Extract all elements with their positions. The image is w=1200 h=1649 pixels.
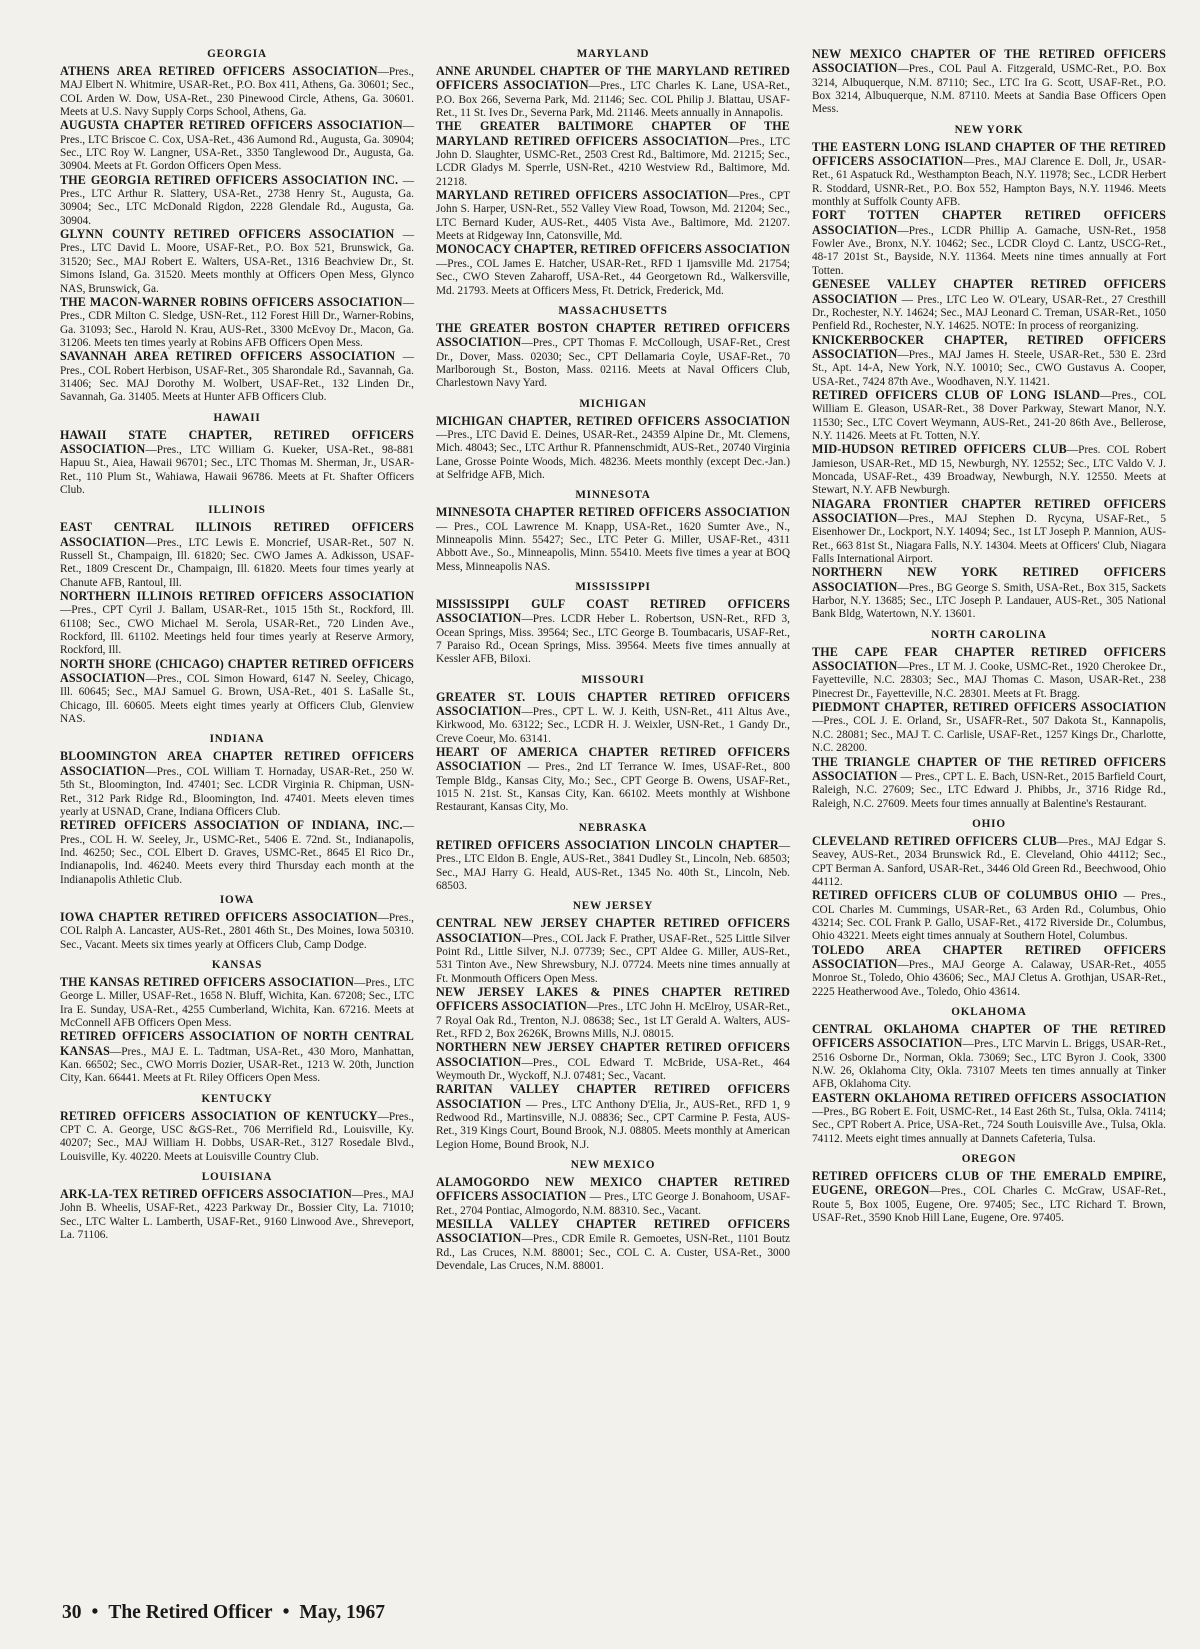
chapter-entry — [436, 746, 790, 815]
chapter-entry — [60, 228, 414, 296]
chapter-details: —Pres., CPT Cyril J. Ballam, USAR-Ret., 1015 15th St., Rockford, Ill. 61108; Sec., CWO Michael M. Serola, USAR-Ret., 720 Linden Ave., Rockford, Ill. 61102. Meetings held four times yearly at Reserve Armory, Rockford, Ill. — [60, 604, 414, 657]
state-heading: NEW JERSEY — [572, 900, 654, 913]
chapter-entry — [436, 691, 790, 746]
state-heading: INDIANA — [209, 733, 265, 746]
chapter-name: NIAGARA FRONTIER CHAPTER RETIRED OFFICERS ASSOCIATION — [812, 496, 1166, 525]
footer-separator: • — [91, 1602, 99, 1623]
chapter-name: MONOCACY CHAPTER, RETIRED OFFICERS ASSOCIATION — [436, 242, 790, 257]
chapter-name: NORTHERN ILLINOIS RETIRED OFFICERS ASSOCIATION — [60, 589, 414, 604]
chapter-name: RETIRED OFFICERS ASSOCIATION OF KENTUCKY — [60, 1108, 378, 1123]
chapter-details: — Pres., 2nd LT Terrance W. Imes, USAF-Ret., 800 Temple Bldg., Kansas City, Mo.; Sec., CPT George B. Owens, USAF-Ret., 1015 N. 21st. St., Kansas City, Kan. 66102. Meets monthly at Wishbone Restaurant, Kansas City, Mo. — [436, 761, 790, 814]
chapter-entry — [436, 1218, 790, 1273]
chapter-details: —Pres., LTC Marvin L. Briggs, USAR-Ret., 2516 Osborne Dr., Norman, Okla. 73069; Sec., LTC Byron J. Cook, 3300 N.W. 26, Oklahoma City, Okla. 73107 Meets ten times annually at Tinker AFB, Oklahoma City. — [812, 1038, 1166, 1091]
chapter-details: —Pres., LTC Eldon B. Engle, AUS-Ret., 3841 Dudley St., Lincoln, Neb. 68503; Sec., MAJ Harry G. Heald, AUS-Ret., 1345 No. 40th St., Lincoln, Neb. 68503. — [436, 839, 790, 892]
chapter-details: — Pres., LTC George J. Bonahoom, USAF-Ret., 2704 Pontiac, Almogordo, N.M. 88310. Sec., Vacant. — [436, 1191, 790, 1217]
chapter-entry — [812, 1023, 1166, 1092]
chapter-name: GREATER ST. LOUIS CHAPTER RETIRED OFFICERS ASSOCIATION — [436, 689, 790, 719]
state-heading: NORTH CAROLINA — [931, 628, 1047, 641]
chapter-details: —Pres., LT M. J. Cooke, USMC-Ret., 1920 Cherokee Dr., Fayetteville, N.C. 28303; Sec., MAJ Thomas C. Mason, USAR-Ret., 238 Pinecrest Dr., Fayetteville, N.C. 28301. Meets at Ft. Bragg. — [812, 661, 1166, 700]
chapter-details: —Pres., COL Paul A. Fitzgerald, USMC-Ret., P.O. Box 3214, Albuquerque, N.M. 87110; Sec., LTC Ira G. Scott, USAF-Ret., P.O. Box 3214, Albuquerque, N.M. 87110. Meets at Sandia Base Officers Open Mess. — [812, 63, 1166, 116]
chapter-entry — [812, 498, 1166, 567]
chapter-name: CLEVELAND RETIRED OFFICERS CLUB — [812, 833, 1057, 848]
chapter-name: RETIRED OFFICERS ASSOCIATION LINCOLN CHAPTER — [436, 837, 779, 852]
chapter-details: —Pres., BG Robert E. Foit, USMC-Ret., 14 East 26th St., Tulsa, Okla. 74114; Sec., CPT Robert A. Price, USA-Ret., 724 South Louisville Ave., Tulsa, Okla. 74112. Meets eight times annually at Dannets Cafeteria, Tulsa. — [812, 1106, 1166, 1145]
chapter-name: THE GREATER BOSTON CHAPTER RETIRED OFFICERS ASSOCIATION — [436, 320, 790, 350]
chapter-details: —Pres., CPT Thomas F. McCollough, USAF-Ret., Crest Dr., Dover, Mass. 02030; Sec., CPT Dellamaria Coyle, USAF-Ret., 70 Marlborough St., Boston, Mass. 02116. Meets at Naval Officers Club, Charlestown Navy Yard. — [436, 337, 790, 390]
chapter-entry — [60, 658, 414, 727]
chapter-name: AUGUSTA CHAPTER RETIRED OFFICERS ASSOCIATION — [60, 118, 403, 133]
chapter-name: NORTH SHORE (CHICAGO) CHAPTER RETIRED OFFICERS ASSOCIATION — [60, 656, 414, 686]
chapter-details: —Pres., LCDR Phillip A. Gamache, USN-Ret., 1958 Fowler Ave., Bronx, N.Y. 10462; Sec., LCDR Cloyd C. Lantz, USCG-Ret., 48-17 201st St., Bayside, N.Y. 11364. Meets nine times annually at Fort Totten. — [812, 224, 1166, 277]
chapter-name: THE GREATER BALTIMORE CHAPTER OF THE MARYLAND RETIRED OFFICERS ASSOCIATION — [436, 119, 790, 148]
chapter-entry — [60, 1110, 414, 1164]
chapter-details: —Pres., MAJ Edgar S. Seavey, AUS-Ret., 2034 Brunswick Rd., E. Cleveland, Ohio 44112; Sec., CPT Berman A. Sanford, USAR-Ret., 3446 Old Green Rd., Beechwood, Ohio 44112. — [812, 835, 1166, 888]
chapter-entry — [436, 189, 790, 243]
chapter-entry — [812, 701, 1166, 755]
state-heading: KANSAS — [211, 958, 263, 971]
chapter-details: — Pres., LTC David L. Moore, USAF-Ret., P.O. Box 521, Brunswick, Ga. 31520; Sec., MAJ Robert E. Walters, USA-Ret., 1316 Beachview Dr., St. Simons Island, Ga. 31520. Meets monthly at Officers Open Mess, Glynco NAS, Brunswick, Ga. — [60, 229, 414, 295]
directory-columns — [60, 48, 1170, 1273]
state-heading: MICHIGAN — [579, 397, 647, 410]
page-footer — [62, 1602, 385, 1624]
chapter-entry — [812, 566, 1166, 621]
chapter-name: ALAMOGORDO NEW MEXICO CHAPTER RETIRED OFFICERS ASSOCIATION — [436, 1175, 790, 1204]
chapter-details: —Pres., COL James E. Hatcher, USAR-Ret., RFD 1 Ijamsville Md. 21754; Sec., CWO Steven Zaharoff, USA-Ret., 44 Georgetown Rd., Walkersville, Md. 21793. Meets at Officers Mess, Ft. Detrick, Frederick, Md. — [436, 257, 790, 297]
chapter-entry — [60, 429, 414, 498]
chapter-name: TOLEDO AREA CHAPTER RETIRED OFFICERS ASSOCIATION — [812, 942, 1166, 971]
state-heading: OKLAHOMA — [951, 1006, 1027, 1018]
chapter-entry — [812, 646, 1166, 701]
state-heading: MINNESOTA — [575, 489, 651, 502]
state-heading: NEBRASKA — [578, 821, 648, 834]
chapter-name: THE KANSAS RETIRED OFFICERS ASSOCIATION — [60, 974, 354, 989]
chapter-name: THE TRIANGLE CHAPTER OF THE RETIRED OFFICERS ASSOCIATION — [812, 754, 1166, 783]
chapter-details: —Pres., LTC William G. Kueker, USA-Ret., 98-881 Hapuu St., Aiea, Hawaii 96701; Sec., LTC Thomas M. Sherman, Jr., USAR-Ret., 110 Plum St., Wahiawa, Hawaii 96786. Meets at Ft. Shafter Officers Club. — [60, 443, 414, 496]
chapter-details: —Pres., MAJ Clarence E. Doll, Jr., USAR-Ret., 61 Aspatuck Rd., Westhampton Beach, N.Y. 11978; Sec., LCDR Herbert R. Stoddard, USNR-Ret., P.O. Box 552, Hampton Bays, N.Y. 11946. Meets monthly at Suffolk County AFB. — [812, 156, 1166, 209]
state-heading: KENTUCKY — [201, 1092, 273, 1105]
chapter-entry — [60, 296, 414, 350]
chapter-name: MESILLA VALLEY CHAPTER RETIRED OFFICERS ASSOCIATION — [436, 1217, 790, 1246]
chapter-entry — [436, 1041, 790, 1083]
chapter-name: FORT TOTTEN CHAPTER RETIRED OFFICERS ASSOCIATION — [812, 208, 1166, 237]
chapter-details: —Pres., COL William E. Gleason, USAR-Ret., 38 Dover Parkway, Stewart Manor, N.Y. 11530; Sec., LTC Covert Weymann, AUS-Ret., 241-20 86th Ave., Bellerose, N.Y. 11426. Meets at Ft. Totten, N.Y. — [812, 389, 1166, 442]
chapter-entry — [60, 976, 414, 1030]
chapter-entry — [812, 835, 1166, 889]
chapter-details: —Pres., CDR Emile R. Gemoetes, USN-Ret., 1101 Boutz Rd., Las Cruces, N.M. 88001; Sec., COL C. A. Custer, USA-Ret., 3000 Devendale, Las Cruces, N.M. 88001. — [436, 1233, 790, 1273]
chapter-name: RETIRED OFFICERS ASSOCIATION OF INDIANA, INC. — [60, 818, 403, 833]
chapter-details: —Pres., MAJ Elbert N. Whitmire, USAR-Ret., P.O. Box 411, Athens, Ga. 30601; Sec., COL Arden W. Dow, USA-Ret., 230 Pinewood Circle, Athens, Ga. 30601. Meets at U.S. Navy Supply Corps School, Athens, Ga. — [60, 66, 414, 119]
chapter-entry — [60, 911, 414, 952]
chapter-details: —Pres., COL William T. Hornaday, USAR-Ret., 250 W. 5th St., Bloomington, Ind. 47401; Sec. LCDR Virginia R. Chipman, USN-Ret., 312 Park Ridge Rd., Bloomington, Ind. 47401. Meets eleven times yearly at USNAD, Crane, Indiana Officers Club. — [60, 765, 414, 818]
chapter-details: —Pres., LTC Briscoe C. Cox, USA-Ret., 436 Aumond Rd., Augusta, Ga. 30904; Sec., LTC Roy W. Langner, USA-Ret., 3350 Tanglewood Dr., Augusta, Ga. 30904. Meets at Ft. Gordon Officers Open Mess. — [60, 120, 414, 173]
chapter-name: THE MACON-WARNER ROBINS OFFICERS ASSOCIATION — [60, 294, 403, 309]
chapter-name: RETIRED OFFICERS ASSOCIATION OF NORTH CENTRAL KANSAS — [60, 1029, 414, 1058]
column-3 — [812, 48, 1166, 1225]
chapter-entry — [812, 756, 1166, 811]
chapter-name: ATHENS AREA RETIRED OFFICERS ASSOCIATION — [60, 64, 378, 78]
chapter-entry — [436, 917, 790, 986]
chapter-entry — [436, 598, 790, 667]
state-heading: HAWAII — [213, 411, 261, 424]
chapter-details: —Pres., LTC John H. McElroy, USAR-Ret., 7 Royal Oak Rd., Trenton, N.J. 08638; Sec., 1st LT Gerald A. Walters, AUS-Ret., RFD 2, Box 2626K, Browns Mills, N.J. 08015. — [436, 1001, 791, 1040]
chapter-name: CENTRAL NEW JERSEY CHAPTER RETIRED OFFICERS ASSOCIATION — [436, 916, 790, 945]
state-heading: LOUISIANA — [201, 1171, 273, 1184]
chapter-entry — [812, 334, 1166, 389]
state-heading: ILLINOIS — [208, 504, 266, 517]
chapter-name: THE CAPE FEAR CHAPTER RETIRED OFFICERS ASSOCIATION — [812, 644, 1166, 674]
state-heading: MISSOURI — [581, 673, 645, 686]
chapter-details: —Pres., MAJ E. L. Tadtman, USA-Ret., 430 Moro, Manhattan, Kan. 66502; Sec., CWO Morris Dozier, USAR-Ret., 1213 W. 20th, Junction City, Kan. 66441. Meets at Ft. Riley Officers Open Mess. — [60, 1045, 414, 1085]
chapter-entry — [60, 65, 414, 119]
chapter-name: THE GEORGIA RETIRED OFFICERS ASSOCIATION INC. — [60, 172, 399, 187]
column-2 — [436, 48, 790, 1273]
chapter-details: —Pres. COL Robert Jamieson, USAR-Ret., MD 15, Newburgh, NY. 12552; Sec., LTC Valdo V. J. Moncada, USAF-Ret., 439 Broadway, Newburgh, N.Y. 12550. Meets at Stewart, N.Y. AFB Newburgh. — [812, 444, 1166, 497]
state-heading: IOWA — [219, 893, 255, 906]
chapter-details: — Pres., LTC Leo W. O'Leary, USAR-Ret., 27 Cresthill Dr., Rochester, N.Y. 14624; Sec., MAJ Leonard C. Treman, USAR-Ret., 1050 Penfield Rd., Rochester, N.Y. 14625. NOTE: In process of reorganizing. — [812, 293, 1166, 333]
chapter-name: BLOOMINGTON AREA CHAPTER RETIRED OFFICERS ASSOCIATION — [60, 749, 414, 778]
chapter-details: —Pres., CPT John S. Harper, USN-Ret., 552 Valley View Road, Towson, Md. 21204; Sec., LTC Bernard Kuder, AUS-Ret., 4405 Vista Ave., Baltimore, Md. 21207. Meets at Ridgeway Inn, Catonsville, Md. — [436, 190, 790, 243]
chapter-name: ARK-LA-TEX RETIRED OFFICERS ASSOCIATION — [60, 1187, 352, 1202]
chapter-entry — [436, 986, 790, 1041]
chapter-entry — [436, 120, 790, 189]
state-heading: OREGON — [961, 1153, 1017, 1166]
chapter-entry — [436, 1176, 790, 1218]
chapter-details: —Pres., LTC Lewis E. Moncrief, USAR-Ret., 507 N. Russell St., Champaign, Ill. 61820; Sec. CWO James A. Adkisson, USAF-Ret., 1809 Crescent Dr., Champaign, Ill. 61820. Meets four times yearly at Chanute AFB, Rantoul, Ill. — [60, 536, 414, 589]
chapter-name: NORTHERN NEW JERSEY CHAPTER RETIRED OFFICERS ASSOCIATION — [436, 1040, 790, 1069]
chapter-entry — [812, 278, 1166, 333]
chapter-details: — Pres., COL Lawrence M. Knapp, USA-Ret., 1620 Sumter Ave., N., Minneapolis Minn. 55427; Sec., LTC Peter G. Miller, USAF-Ret., 4311 Abbott Ave., So., Minneapolis, Minn. 55410. Meets five times a year at BOQ Mess, Minneapolis NAS. — [436, 520, 790, 573]
chapter-entry — [812, 1170, 1166, 1225]
chapter-details: —Pres., BG George S. Smith, USA-Ret., Box 315, Sackets Harbor, N.Y. 13685; Sec., LTC Joseph P. Landauer, AUS-Ret., 305 National Bank Bldg, Watertown, N.Y. 13601. — [812, 581, 1166, 621]
chapter-entry — [436, 839, 790, 893]
chapter-name: RETIRED OFFICERS CLUB OF COLUMBUS OHIO — [812, 888, 1118, 903]
chapter-entry — [436, 1083, 790, 1152]
chapter-entry — [812, 141, 1166, 210]
chapter-details: —Pres., COL Simon Howard, 6147 N. Seeley, Chicago, Ill. 60645; Sec., MAJ Samuel G. Brown, USA-Ret., 401 S. LaSalle St., Chicago, Ill. 60605. Meets eight times yearly at Officers Club, Glenview NAS. — [60, 673, 414, 726]
chapter-entry — [60, 1030, 414, 1085]
chapter-name: EASTERN OKLAHOMA RETIRED OFFICERS ASSOCIATION — [812, 1090, 1166, 1105]
chapter-name: HEART OF AMERICA CHAPTER RETIRED OFFICERS ASSOCIATION — [436, 745, 790, 774]
chapter-name: RETIRED OFFICERS CLUB OF LONG ISLAND — [812, 387, 1101, 402]
chapter-entry — [60, 521, 414, 590]
chapter-name: GENESEE VALLEY CHAPTER RETIRED OFFICERS ASSOCIATION — [812, 277, 1166, 306]
chapter-entry — [60, 119, 414, 173]
chapter-entry — [436, 322, 790, 391]
chapter-name: GLYNN COUNTY RETIRED OFFICERS ASSOCIATION — [60, 227, 395, 242]
chapter-entry — [436, 65, 790, 120]
chapter-details: — Pres., LTC Anthony D'Elia, Jr., AUS-Ret., RFD 1, 9 Redwood Rd., Martinsville, N.J. 08836; Sec., CPT Carmine P. Festa, AUS-Ret., 319 Kings Court, Bound Brook, N.J. 08805. Meets monthly at American Legion Home, Bound Brook, N.J. — [436, 1098, 790, 1151]
chapter-details: —Pres., LTC David E. Deines, USAR-Ret., 24359 Alpine Dr., Mt. Clemens, Mich. 48043; Sec., LTC Arthur R. Pfannenschmidt, AUS-Ret., 20740 Virginia Lane, Grosse Pointe Woods, Mich. 48236. Meets monthly (except Dec.-Jan.) at Selfridge AFB, Mich. — [436, 428, 790, 481]
state-heading: MISSISSIPPI — [575, 581, 651, 593]
chapter-details: —Pres., MAJ James H. Steele, USAR-Ret., 530 E. 23rd St., Apt. 14-A, New York, N.Y. 10010; Sec., CWO Gustavus A. Cooper, USA-Ret., 7424 87th Ave., Woodhaven, N.Y. 11421. — [812, 348, 1166, 388]
state-heading: MASSACHUSETTS — [558, 304, 668, 317]
state-heading: MARYLAND — [576, 48, 650, 60]
chapter-details: —Pres., CPT C. A. George, USC &GS-Ret., 706 Merrifield Rd., Louisville, Ky. 40207; Sec., MAJ William H. Dobbs, USAR-Ret., 3127 Rosedale Blvd., Louisville, Ky. 40220. Meets at Louisville Country Club. — [60, 1110, 414, 1163]
chapter-name: NORTHERN NEW YORK RETIRED OFFICERS ASSOCIATION — [812, 565, 1166, 594]
chapter-entry — [812, 944, 1166, 999]
chapter-name: EAST CENTRAL ILLINOIS RETIRED OFFICERS ASSOCIATION — [60, 520, 414, 549]
column-1 — [60, 48, 414, 1242]
state-heading: OHIO — [972, 817, 1006, 830]
chapter-name: NEW JERSEY LAKES & PINES CHAPTER RETIRED OFFICERS ASSOCIATION — [436, 984, 790, 1014]
issue-date: May, 1967 — [299, 1602, 385, 1623]
chapter-entry — [812, 389, 1166, 443]
chapter-entry — [60, 174, 414, 228]
chapter-name: NEW MEXICO CHAPTER OF THE RETIRED OFFICERS ASSOCIATION — [812, 47, 1166, 76]
chapter-name: HAWAII STATE CHAPTER, RETIRED OFFICERS ASSOCIATION — [60, 427, 414, 456]
footer-separator: • — [282, 1602, 290, 1623]
chapter-name: IOWA CHAPTER RETIRED OFFICERS ASSOCIATION — [60, 909, 378, 924]
chapter-name: ANNE ARUNDEL CHAPTER OF THE MARYLAND RETIRED OFFICERS ASSOCIATION — [436, 64, 790, 93]
chapter-details: —Pres., COL Charles C. McGraw, USAF-Ret., Route 5, Box 1005, Eugene, Ore. 97405; Sec., LTC Richard T. Brown, USAF-Ret., 3590 Knob Hill Lane, Eugene, Ore. 97405. — [812, 1185, 1166, 1225]
chapter-details: —Pres., COL H. W. Seeley, Jr., USMC-Ret., 5406 E. 72nd. St., Indianapolis, Ind. 46250; Sec., COL Elbert D. Graves, USMC-Ret., 8645 El Rico Dr., Indianapolis, Ind. 46240. Meets every third Thursday each month at the Indianapolis Athletic Club. — [60, 820, 414, 886]
chapter-details: — Pres., COL Robert Herbison, USAF-Ret., 305 Sharondale Rd., Savannah, Ga. 31406; Sec. MAJ Dorothy M. Wolbert, USAF-Ret., 132 Linden Dr., Savannah, Ga. 31405. Meets at Hunter AFB Officers Club. — [60, 351, 414, 404]
chapter-entry — [436, 243, 790, 297]
chapter-name: THE EASTERN LONG ISLAND CHAPTER OF THE RETIRED OFFICERS ASSOCIATION — [812, 139, 1166, 169]
chapter-details: —Pres., LTC George L. Miller, USAF-Ret., 1658 N. Bluff, Wichita, Kan. 67208; Sec., LTC Ira E. Sunday, USA-Ret., 4255 Cumberland, Wichita, Kan. 67216. Meets at McConnell AFB Officers Open Mess. — [60, 976, 414, 1029]
chapter-entry — [60, 590, 414, 658]
chapter-entry — [436, 506, 790, 574]
chapter-details: —Pres., MAJ Stephen D. Rycyna, USAF-Ret., 5 Eisenhower Dr., Lockport, N.Y. 14094; Sec., 1st LT Joseph P. Mannion, AUS-Ret., 663 81st St., Niagara Falls, N.Y. 14304. Meets at Officers' Club, Niagara Falls International Airport. — [812, 513, 1166, 566]
chapter-details: —Pres., COL J. E. Orland, Sr., USAFR-Ret., 507 Dakota St., Kannapolis, N.C. 28081; Sec., MAJ T. C. Carlisle, USAF-Ret., 1257 Kings Dr., Charlotte, N.C. 28200. — [812, 715, 1166, 755]
chapter-name: PIEDMONT CHAPTER, RETIRED OFFICERS ASSOCIATION — [812, 700, 1166, 715]
chapter-details: — Pres., COL Charles M. Cummings, USAR-Ret., 63 Arden Rd., Columbus, Ohio 43214; Sec. COL Frank P. Gallo, USAF-Ret., 4172 Riverside Dr., Columbus, Ohio 43221. Meets eight times annualy at Southern Hotel, Columbus. — [812, 890, 1166, 943]
chapter-details: —Pres., LTC Charles K. Lane, USA-Ret., P.O. Box 266, Severna Park, Md. 21146; Sec. COL Philip J. Blattau, USAF-Ret., 11 St. Ives Dr., Severna Park, Md. 21146. Meets annually in Annapolis. — [436, 80, 790, 120]
chapter-details: —Pres., CPT L. W. J. Keith, USN-Ret., 411 Altus Ave., Kirkwood, Mo. 63122; Sec., LCDR H. J. Weixler, USN-Ret., 1 Gandy Dr., Creve Coeur, Mo. 63141. — [436, 706, 790, 745]
state-heading: GEORGIA — [207, 48, 267, 60]
chapter-name: SAVANNAH AREA RETIRED OFFICERS ASSOCIATION — [60, 349, 396, 364]
chapter-name: MID-HUDSON RETIRED OFFICERS CLUB — [812, 442, 1067, 457]
chapter-name: RETIRED OFFICERS CLUB OF THE EMERALD EMPIRE, EUGENE, OREGON — [812, 1169, 1166, 1198]
chapter-name: MISSISSIPPI GULF COAST RETIRED OFFICERS ASSOCIATION — [436, 597, 790, 626]
chapter-details: —Pres., MAJ George A. Calaway, USAR-Ret., 4055 Monroe St., Toledo, Ohio 43606; Sec., MAJ Cletus A. Grothjan, USAR-Ret., 2225 Heatherwood Ave., Toledo, Ohio 43614. — [812, 958, 1166, 998]
chapter-entry — [812, 443, 1166, 497]
chapter-name: KNICKERBOCKER CHAPTER, RETIRED OFFICERS ASSOCIATION — [812, 332, 1166, 361]
state-heading: NEW MEXICO — [570, 1159, 656, 1172]
chapter-name: CENTRAL OKLAHOMA CHAPTER OF THE RETIRED OFFICERS ASSOCIATION — [812, 1022, 1166, 1051]
chapter-details: —Pres., LTC John D. Slaughter, USMC-Ret., 2503 Crest Rd., Baltimore, Md. 21215; Sec., LCDR Gladys M. Sperrle, USN-Ret., 4210 Westview Rd., Baltimore, Md. 21218. — [436, 135, 790, 188]
chapter-details: — Pres., CPT L. E. Bach, USN-Ret., 2015 Barfield Court, Raleigh, N.C. 27609; Sec., LTC Edward J. Phibbs, Jr., 3716 Ridge Rd., Raleigh, N.C. 27609. Meets four times annually at Balentine's Restaurant. — [812, 770, 1166, 810]
chapter-details: —Pres., CDR Milton C. Sledge, USN-Ret., 112 Forest Hill Dr., Warner-Robins, Ga. 31093; Sec., Harold N. Krau, AUS-Ret., 3300 McEvoy Dr., Macon, Ga. 31206. Meets ten times yearly at Robins AFB Officers Open Mess. — [60, 296, 414, 349]
chapter-entry — [60, 819, 414, 887]
chapter-entry — [812, 889, 1166, 943]
publication-title: The Retired Officer — [108, 1602, 273, 1623]
chapter-entry — [812, 209, 1166, 278]
chapter-name: MINNESOTA CHAPTER RETIRED OFFICERS ASSOCIATION — [436, 505, 790, 520]
chapter-details: —Pres., COL Ralph A. Lancaster, AUS-Ret., 2801 46th St., Des Moines, Iowa 50310. Sec., Vacant. Meets six times yearly at Officers Club, Camp Dodge. — [60, 911, 414, 951]
chapter-details: —Pres., COL Edward T. McBride, USA-Ret., 464 Weymouth Dr., Wyckoff, N.J. 07481; Sec., Vacant. — [436, 1056, 790, 1082]
chapter-entry — [60, 1188, 414, 1242]
chapter-entry — [812, 1092, 1166, 1146]
chapter-details: —Pres. LCDR Heber L. Robertson, USN-Ret., RFD 3, Ocean Springs, Miss. 39564; Sec., LTC George B. Toumbacaris, USAF-Ret., 7 Paraiso Rd., Ocean Springs, Miss. 39564. Meets five times annually at Kessler AFB, Biloxi. — [436, 613, 790, 666]
chapter-name: RARITAN VALLEY CHAPTER RETIRED OFFICERS ASSOCIATION — [436, 1082, 790, 1111]
page-number: 30 — [62, 1602, 82, 1623]
chapter-name: MARYLAND RETIRED OFFICERS ASSOCIATION — [436, 188, 728, 203]
chapter-details: — Pres., LTC Arthur R. Slattery, USA-Ret., 2738 Henry St., Augusta, Ga. 30904; Sec., LTC McDonald Rigdon, 2228 Glendale Rd., Augusta, Ga. 30904. — [60, 174, 414, 227]
chapter-name: MICHIGAN CHAPTER, RETIRED OFFICERS ASSOCIATION — [436, 413, 790, 428]
state-heading: NEW YORK — [954, 123, 1024, 136]
chapter-entry — [812, 48, 1166, 117]
chapter-entry — [436, 415, 790, 483]
chapter-details: —Pres., MAJ John B. Wheelis, USAF-Ret., 4223 Parkway Dr., Bossier City, La. 71010; Sec., LTC Walter L. Lamberth, USAF-Ret., 9160 Linwood Ave., Shreveport, La. 71106. — [60, 1189, 415, 1242]
chapter-details: —Pres., COL Jack F. Prather, USAF-Ret., 525 Little Silver Point Rd., Little Silver, N.J. 07739; Sec., CPT Aldee G. Miller, AUS-Ret., 531 Tinton Ave., New Shrewsbury, N.J. 07724. Meets nine times annually at Ft. Monmouth Officers Open Mess. — [436, 932, 790, 985]
chapter-entry — [60, 750, 414, 819]
chapter-entry — [60, 350, 414, 404]
